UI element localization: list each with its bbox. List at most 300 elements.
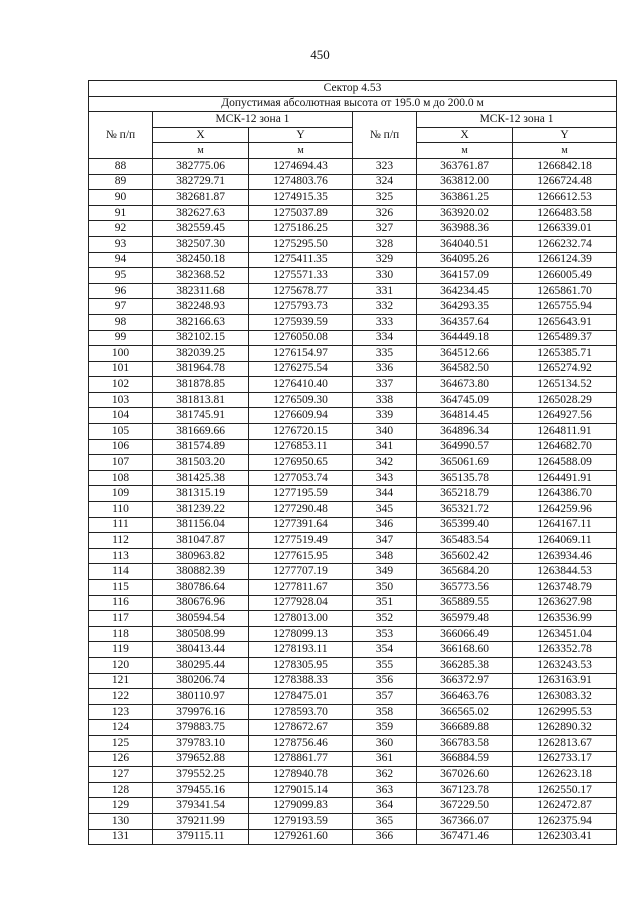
right-y-cell: 1266724.48 xyxy=(513,174,617,190)
table-row xyxy=(89,829,617,845)
left-num-cell: 90 xyxy=(89,190,153,206)
right-y-cell: 1262303.41 xyxy=(513,829,617,845)
left-y-cell: 1277290.48 xyxy=(249,502,353,518)
right-x-cell: 366565.02 xyxy=(417,704,513,720)
right-x-cell: 365218.79 xyxy=(417,486,513,502)
left-x-unit: м xyxy=(153,143,249,159)
right-y-cell: 1262733.17 xyxy=(513,751,617,767)
right-x-cell: 363988.36 xyxy=(417,221,513,237)
left-y-cell: 1276410.40 xyxy=(249,377,353,393)
right-y-cell: 1263748.79 xyxy=(513,580,617,596)
left-x-cell: 381239.22 xyxy=(153,502,249,518)
left-x-cell: 379552.25 xyxy=(153,767,249,783)
right-y-cell: 1266339.01 xyxy=(513,221,617,237)
right-x-cell: 364990.57 xyxy=(417,439,513,455)
right-x-cell: 364040.51 xyxy=(417,236,513,252)
right-x-cell: 364673.80 xyxy=(417,377,513,393)
right-y-cell: 1266483.58 xyxy=(513,205,617,221)
left-y-cell: 1279099.83 xyxy=(249,798,353,814)
left-y-cell: 1277811.67 xyxy=(249,580,353,596)
left-x-cell: 382311.68 xyxy=(153,283,249,299)
right-x-cell: 364814.45 xyxy=(417,408,513,424)
right-y-cell: 1266842.18 xyxy=(513,158,617,174)
left-num-cell: 125 xyxy=(89,735,153,751)
table-row xyxy=(89,813,617,829)
right-num-cell: 365 xyxy=(353,813,417,829)
left-y-cell: 1276720.15 xyxy=(249,424,353,440)
left-y-cell: 1277707.19 xyxy=(249,564,353,580)
right-x-unit: м xyxy=(417,143,513,159)
left-y-cell: 1278593.70 xyxy=(249,704,353,720)
table-row xyxy=(89,720,617,736)
left-num-cell: 123 xyxy=(89,704,153,720)
left-x-cell: 382681.87 xyxy=(153,190,249,206)
left-num-cell: 93 xyxy=(89,236,153,252)
left-x-cell: 381503.20 xyxy=(153,455,249,471)
right-y-cell: 1266612.53 xyxy=(513,190,617,206)
left-system-header: МСК-12 зона 1 xyxy=(153,112,353,128)
left-num-cell: 111 xyxy=(89,517,153,533)
right-num-cell: 341 xyxy=(353,439,417,455)
right-y-cell: 1263083.32 xyxy=(513,689,617,705)
right-y-cell: 1263243.53 xyxy=(513,657,617,673)
left-y-header: Y xyxy=(249,127,353,143)
right-x-cell: 366884.59 xyxy=(417,751,513,767)
right-system-header: МСК-12 зона 1 xyxy=(417,112,617,128)
right-y-cell: 1264259.96 xyxy=(513,502,617,518)
right-x-cell: 363861.25 xyxy=(417,190,513,206)
right-num-cell: 352 xyxy=(353,611,417,627)
left-num-cell: 109 xyxy=(89,486,153,502)
left-x-cell: 380594.54 xyxy=(153,611,249,627)
right-num-cell: 357 xyxy=(353,689,417,705)
left-x-cell: 382627.63 xyxy=(153,205,249,221)
left-num-cell: 108 xyxy=(89,470,153,486)
table-row xyxy=(89,486,617,502)
left-num-cell: 118 xyxy=(89,626,153,642)
right-x-cell: 367026.60 xyxy=(417,767,513,783)
right-y-cell: 1264588.09 xyxy=(513,455,617,471)
table-row xyxy=(89,221,617,237)
left-x-cell: 381574.89 xyxy=(153,439,249,455)
left-x-cell: 380206.74 xyxy=(153,673,249,689)
left-num-cell: 97 xyxy=(89,299,153,315)
left-y-cell: 1275037.89 xyxy=(249,205,353,221)
right-x-cell: 365684.20 xyxy=(417,564,513,580)
left-y-cell: 1278475.01 xyxy=(249,689,353,705)
right-x-cell: 367229.50 xyxy=(417,798,513,814)
right-x-cell: 366783.58 xyxy=(417,735,513,751)
table-row xyxy=(89,502,617,518)
right-num-cell: 350 xyxy=(353,580,417,596)
left-x-cell: 381156.04 xyxy=(153,517,249,533)
right-num-cell: 364 xyxy=(353,798,417,814)
left-num-cell: 122 xyxy=(89,689,153,705)
table-row xyxy=(89,174,617,190)
left-y-cell: 1277391.64 xyxy=(249,517,353,533)
right-num-cell: 366 xyxy=(353,829,417,845)
right-num-header: № п/п xyxy=(353,112,417,159)
left-num-cell: 126 xyxy=(89,751,153,767)
right-x-cell: 363812.00 xyxy=(417,174,513,190)
right-y-cell: 1263163.91 xyxy=(513,673,617,689)
table-row xyxy=(89,252,617,268)
left-x-cell: 379211.99 xyxy=(153,813,249,829)
left-y-cell: 1279193.59 xyxy=(249,813,353,829)
left-num-cell: 115 xyxy=(89,580,153,596)
left-num-cell: 96 xyxy=(89,283,153,299)
right-y-cell: 1264386.70 xyxy=(513,486,617,502)
right-x-cell: 365399.40 xyxy=(417,517,513,533)
table-row xyxy=(89,377,617,393)
right-num-cell: 328 xyxy=(353,236,417,252)
left-num-cell: 107 xyxy=(89,455,153,471)
table-row xyxy=(89,361,617,377)
table-row xyxy=(89,767,617,783)
left-x-cell: 382102.15 xyxy=(153,330,249,346)
right-x-cell: 364896.34 xyxy=(417,424,513,440)
right-y-cell: 1262995.53 xyxy=(513,704,617,720)
table-row xyxy=(89,735,617,751)
left-y-cell: 1275186.25 xyxy=(249,221,353,237)
right-num-cell: 329 xyxy=(353,252,417,268)
left-y-cell: 1278305.95 xyxy=(249,657,353,673)
table-row xyxy=(89,346,617,362)
right-x-cell: 366066.49 xyxy=(417,626,513,642)
table-row xyxy=(89,626,617,642)
left-x-cell: 382729.71 xyxy=(153,174,249,190)
right-x-cell: 363920.02 xyxy=(417,205,513,221)
table-row xyxy=(89,190,617,206)
table-row xyxy=(89,408,617,424)
left-x-cell: 382775.06 xyxy=(153,158,249,174)
left-x-cell: 379883.75 xyxy=(153,720,249,736)
right-x-cell: 364357.64 xyxy=(417,314,513,330)
right-y-cell: 1262890.32 xyxy=(513,720,617,736)
left-y-cell: 1275793.73 xyxy=(249,299,353,315)
right-x-cell: 364095.26 xyxy=(417,252,513,268)
right-x-cell: 364512.66 xyxy=(417,346,513,362)
left-x-cell: 382248.93 xyxy=(153,299,249,315)
right-x-cell: 366689.88 xyxy=(417,720,513,736)
right-x-header: X xyxy=(417,127,513,143)
left-y-cell: 1279015.14 xyxy=(249,782,353,798)
right-x-cell: 367366.07 xyxy=(417,813,513,829)
left-num-cell: 104 xyxy=(89,408,153,424)
right-num-cell: 332 xyxy=(353,299,417,315)
left-num-cell: 101 xyxy=(89,361,153,377)
right-y-cell: 1262375.94 xyxy=(513,813,617,829)
right-x-cell: 363761.87 xyxy=(417,158,513,174)
right-y-cell: 1266124.39 xyxy=(513,252,617,268)
left-y-unit: м xyxy=(249,143,353,159)
right-num-cell: 330 xyxy=(353,268,417,284)
left-y-cell: 1276950.65 xyxy=(249,455,353,471)
left-x-cell: 379115.11 xyxy=(153,829,249,845)
right-num-cell: 325 xyxy=(353,190,417,206)
right-num-cell: 334 xyxy=(353,330,417,346)
left-num-cell: 117 xyxy=(89,611,153,627)
right-y-cell: 1262472.87 xyxy=(513,798,617,814)
right-x-cell: 364293.35 xyxy=(417,299,513,315)
left-y-cell: 1276509.30 xyxy=(249,392,353,408)
left-num-cell: 94 xyxy=(89,252,153,268)
right-x-cell: 365321.72 xyxy=(417,502,513,518)
right-y-cell: 1263844.53 xyxy=(513,564,617,580)
right-y-cell: 1266005.49 xyxy=(513,268,617,284)
altitude-range: Допустимая абсолютная высота от 195.0 м до 200.0 м xyxy=(89,96,617,112)
table-row xyxy=(89,455,617,471)
right-y-header: Y xyxy=(513,127,617,143)
left-y-cell: 1278940.78 xyxy=(249,767,353,783)
left-y-cell: 1278013.00 xyxy=(249,611,353,627)
right-y-cell: 1264167.11 xyxy=(513,517,617,533)
left-y-cell: 1278193.11 xyxy=(249,642,353,658)
left-num-cell: 105 xyxy=(89,424,153,440)
table-row xyxy=(89,439,617,455)
left-num-cell: 88 xyxy=(89,158,153,174)
table-row xyxy=(89,268,617,284)
left-num-cell: 110 xyxy=(89,502,153,518)
right-x-cell: 365135.78 xyxy=(417,470,513,486)
left-x-cell: 382507.30 xyxy=(153,236,249,252)
left-x-cell: 379455.16 xyxy=(153,782,249,798)
left-num-cell: 130 xyxy=(89,813,153,829)
table-row xyxy=(89,236,617,252)
left-num-cell: 124 xyxy=(89,720,153,736)
table-row xyxy=(89,657,617,673)
right-num-cell: 336 xyxy=(353,361,417,377)
left-x-cell: 382559.45 xyxy=(153,221,249,237)
left-x-header: X xyxy=(153,127,249,143)
right-num-cell: 349 xyxy=(353,564,417,580)
table-row xyxy=(89,580,617,596)
table-row xyxy=(89,595,617,611)
left-x-cell: 380110.97 xyxy=(153,689,249,705)
left-num-cell: 112 xyxy=(89,533,153,549)
right-num-cell: 362 xyxy=(353,767,417,783)
left-y-cell: 1278756.46 xyxy=(249,735,353,751)
table-row xyxy=(89,689,617,705)
table-row xyxy=(89,299,617,315)
right-x-cell: 364157.09 xyxy=(417,268,513,284)
left-y-cell: 1275295.50 xyxy=(249,236,353,252)
left-x-cell: 381745.91 xyxy=(153,408,249,424)
left-x-cell: 382368.52 xyxy=(153,268,249,284)
left-y-cell: 1277519.49 xyxy=(249,533,353,549)
left-num-header: № п/п xyxy=(89,112,153,159)
table-row xyxy=(89,314,617,330)
right-x-cell: 364234.45 xyxy=(417,283,513,299)
right-x-cell: 365979.48 xyxy=(417,611,513,627)
right-num-cell: 355 xyxy=(353,657,417,673)
table-row xyxy=(89,611,617,627)
left-num-cell: 113 xyxy=(89,548,153,564)
right-x-cell: 364745.09 xyxy=(417,392,513,408)
right-num-cell: 326 xyxy=(353,205,417,221)
table-row xyxy=(89,158,617,174)
table-row xyxy=(89,782,617,798)
left-x-cell: 379783.10 xyxy=(153,735,249,751)
right-x-cell: 366168.60 xyxy=(417,642,513,658)
left-num-cell: 103 xyxy=(89,392,153,408)
table-row xyxy=(89,330,617,346)
left-y-cell: 1276853.11 xyxy=(249,439,353,455)
right-y-cell: 1266232.74 xyxy=(513,236,617,252)
right-num-cell: 354 xyxy=(353,642,417,658)
left-num-cell: 100 xyxy=(89,346,153,362)
left-x-cell: 379652.88 xyxy=(153,751,249,767)
right-y-cell: 1263352.78 xyxy=(513,642,617,658)
right-y-cell: 1264927.56 xyxy=(513,408,617,424)
right-x-cell: 366372.97 xyxy=(417,673,513,689)
right-num-cell: 342 xyxy=(353,455,417,471)
right-num-cell: 346 xyxy=(353,517,417,533)
left-num-cell: 102 xyxy=(89,377,153,393)
right-y-cell: 1264811.91 xyxy=(513,424,617,440)
right-y-cell: 1265755.94 xyxy=(513,299,617,315)
right-y-cell: 1264682.70 xyxy=(513,439,617,455)
left-num-cell: 129 xyxy=(89,798,153,814)
right-num-cell: 347 xyxy=(353,533,417,549)
right-num-cell: 327 xyxy=(353,221,417,237)
table-row xyxy=(89,283,617,299)
left-x-cell: 382450.18 xyxy=(153,252,249,268)
right-y-cell: 1263627.98 xyxy=(513,595,617,611)
left-y-cell: 1275571.33 xyxy=(249,268,353,284)
right-x-cell: 366285.38 xyxy=(417,657,513,673)
left-y-cell: 1275939.59 xyxy=(249,314,353,330)
right-y-cell: 1265385.71 xyxy=(513,346,617,362)
right-num-cell: 339 xyxy=(353,408,417,424)
left-x-cell: 379341.54 xyxy=(153,798,249,814)
right-num-cell: 348 xyxy=(353,548,417,564)
page-number: 450 xyxy=(310,47,330,62)
right-y-cell: 1264069.11 xyxy=(513,533,617,549)
right-y-cell: 1265028.29 xyxy=(513,392,617,408)
right-x-cell: 366463.76 xyxy=(417,689,513,705)
left-y-cell: 1277615.95 xyxy=(249,548,353,564)
left-y-cell: 1276275.54 xyxy=(249,361,353,377)
right-num-cell: 344 xyxy=(353,486,417,502)
right-x-cell: 365889.55 xyxy=(417,595,513,611)
right-y-cell: 1263451.04 xyxy=(513,626,617,642)
left-x-cell: 382166.63 xyxy=(153,314,249,330)
left-num-cell: 127 xyxy=(89,767,153,783)
sector-title: Сектор 4.53 xyxy=(89,81,617,97)
left-num-cell: 98 xyxy=(89,314,153,330)
table-row xyxy=(89,673,617,689)
right-y-unit: м xyxy=(513,143,617,159)
left-x-cell: 380413.44 xyxy=(153,642,249,658)
left-x-cell: 381315.19 xyxy=(153,486,249,502)
left-num-cell: 99 xyxy=(89,330,153,346)
left-x-cell: 382039.25 xyxy=(153,346,249,362)
right-y-cell: 1265134.52 xyxy=(513,377,617,393)
left-num-cell: 128 xyxy=(89,782,153,798)
right-num-cell: 340 xyxy=(353,424,417,440)
right-num-cell: 363 xyxy=(353,782,417,798)
left-y-cell: 1278672.67 xyxy=(249,720,353,736)
left-num-cell: 114 xyxy=(89,564,153,580)
left-y-cell: 1279261.60 xyxy=(249,829,353,845)
right-y-cell: 1265861.70 xyxy=(513,283,617,299)
left-num-cell: 89 xyxy=(89,174,153,190)
left-num-cell: 91 xyxy=(89,205,153,221)
left-y-cell: 1276154.97 xyxy=(249,346,353,362)
left-y-cell: 1274915.35 xyxy=(249,190,353,206)
table-row xyxy=(89,533,617,549)
right-y-cell: 1265274.92 xyxy=(513,361,617,377)
right-y-cell: 1262813.67 xyxy=(513,735,617,751)
left-y-cell: 1275678.77 xyxy=(249,283,353,299)
right-num-cell: 360 xyxy=(353,735,417,751)
left-x-cell: 380295.44 xyxy=(153,657,249,673)
table-body xyxy=(89,158,617,844)
right-x-cell: 365061.69 xyxy=(417,455,513,471)
right-x-cell: 365773.56 xyxy=(417,580,513,596)
table-row xyxy=(89,642,617,658)
left-y-cell: 1277053.74 xyxy=(249,470,353,486)
right-num-cell: 333 xyxy=(353,314,417,330)
right-num-cell: 353 xyxy=(353,626,417,642)
table-row xyxy=(89,798,617,814)
table-row xyxy=(89,470,617,486)
right-num-cell: 358 xyxy=(353,704,417,720)
right-x-cell: 364582.50 xyxy=(417,361,513,377)
right-y-cell: 1264491.91 xyxy=(513,470,617,486)
left-x-cell: 380882.39 xyxy=(153,564,249,580)
left-y-cell: 1276050.08 xyxy=(249,330,353,346)
left-num-cell: 121 xyxy=(89,673,153,689)
left-x-cell: 380676.96 xyxy=(153,595,249,611)
left-y-cell: 1276609.94 xyxy=(249,408,353,424)
left-x-cell: 380786.64 xyxy=(153,580,249,596)
left-x-cell: 379976.16 xyxy=(153,704,249,720)
coordinate-table xyxy=(88,80,617,845)
right-y-cell: 1263536.99 xyxy=(513,611,617,627)
left-y-cell: 1277195.59 xyxy=(249,486,353,502)
right-num-cell: 338 xyxy=(353,392,417,408)
left-y-cell: 1274803.76 xyxy=(249,174,353,190)
left-x-cell: 381813.81 xyxy=(153,392,249,408)
table-row xyxy=(89,392,617,408)
right-x-cell: 364449.18 xyxy=(417,330,513,346)
right-y-cell: 1263934.46 xyxy=(513,548,617,564)
right-y-cell: 1265489.37 xyxy=(513,330,617,346)
right-num-cell: 361 xyxy=(353,751,417,767)
table-row xyxy=(89,205,617,221)
right-num-cell: 331 xyxy=(353,283,417,299)
left-num-cell: 92 xyxy=(89,221,153,237)
right-num-cell: 345 xyxy=(353,502,417,518)
left-x-cell: 381047.87 xyxy=(153,533,249,549)
left-num-cell: 95 xyxy=(89,268,153,284)
left-y-cell: 1274694.43 xyxy=(249,158,353,174)
left-x-cell: 381964.78 xyxy=(153,361,249,377)
left-num-cell: 119 xyxy=(89,642,153,658)
left-y-cell: 1277928.04 xyxy=(249,595,353,611)
table-row xyxy=(89,548,617,564)
right-x-cell: 367471.46 xyxy=(417,829,513,845)
right-x-cell: 365483.54 xyxy=(417,533,513,549)
right-y-cell: 1265643.91 xyxy=(513,314,617,330)
left-x-cell: 380963.82 xyxy=(153,548,249,564)
table-row xyxy=(89,751,617,767)
right-y-cell: 1262550.17 xyxy=(513,782,617,798)
table-row xyxy=(89,564,617,580)
right-num-cell: 335 xyxy=(353,346,417,362)
